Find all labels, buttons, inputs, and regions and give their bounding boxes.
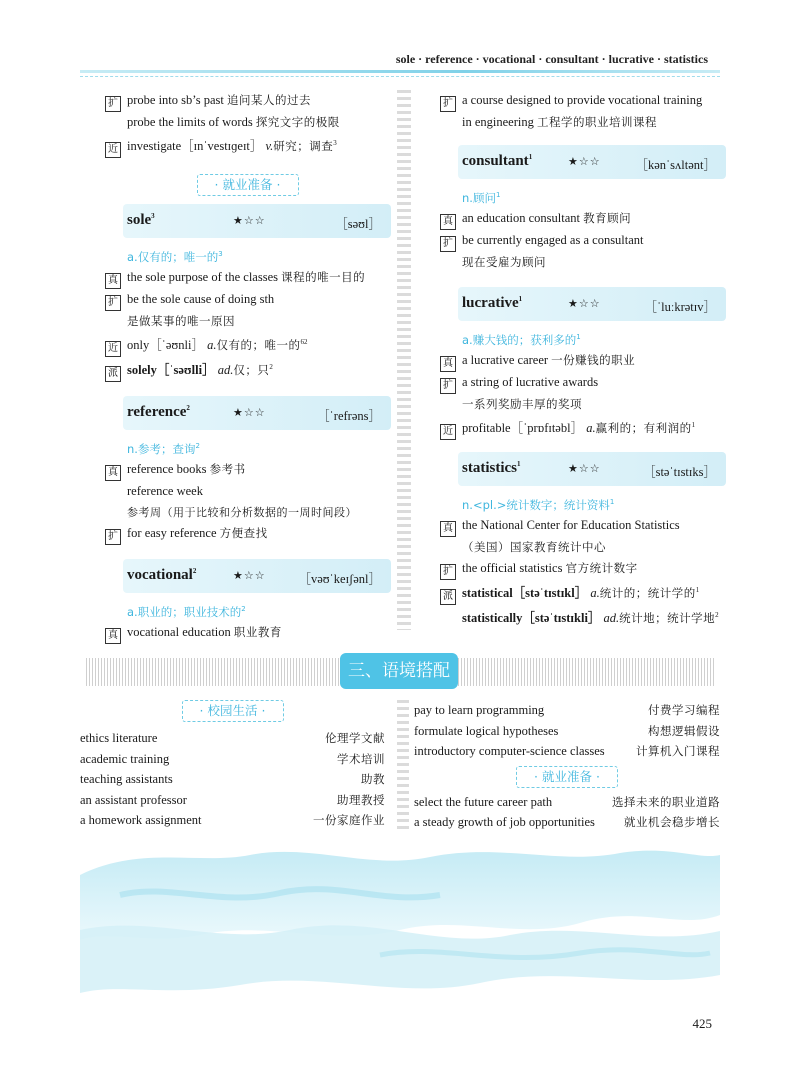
header-rule xyxy=(80,70,720,73)
headword: lucrative$^1$ xyxy=(462,294,523,311)
entry-line: 派 solely［ˈsəʊlli］ ad.仅；只$^2$ xyxy=(105,357,390,382)
entry-line: 近 profitable［ˈprɒfɪtəbl］ a.赢利的；有利润的$^1$ xyxy=(440,415,725,440)
word-card-consultant xyxy=(458,145,726,179)
right-column xyxy=(440,90,725,629)
entry-line: 真 an education consultant 教育顾问 xyxy=(440,208,725,230)
meaning: a.仅有的；唯一的$^3$ xyxy=(127,249,223,264)
meaning: a.赚大钱的；获利多的$^1$ xyxy=(462,332,581,347)
page-number: 425 xyxy=(692,1016,712,1031)
entry-line: 参考周（用于比较和分析数据的一周时间段） xyxy=(127,506,357,520)
difficulty-stars: ★☆☆ xyxy=(568,155,601,168)
headword: reference$^2$ xyxy=(127,404,190,421)
entry-line: reference week xyxy=(127,484,203,499)
headword: sole$^3$ xyxy=(127,212,155,229)
difficulty-stars: ★☆☆ xyxy=(233,406,266,420)
list-item: a steady growth of job opportunities 就业机会稳步增长 xyxy=(414,815,720,829)
word-card-statistics xyxy=(458,452,726,486)
list-item: select the future career path 选择未来的职业道路 xyxy=(414,794,720,809)
entry-line: 扩 a string of lucrative awards xyxy=(440,372,725,394)
list-item: an assistant professor 助理教授 xyxy=(80,792,385,807)
entry-line: 真 the National Center for Education Statistics xyxy=(440,515,725,537)
entry-line: 真 a lucrative career 一份赚钱的职业 xyxy=(440,350,725,372)
watercolor-decoration xyxy=(80,835,720,1010)
headword: statistics$^1$ xyxy=(462,459,521,476)
tag-badge: 近 xyxy=(440,424,456,440)
collocations-campus xyxy=(80,700,385,831)
phonetic: ［səʊl］ xyxy=(335,217,381,232)
tag-badge: 派 xyxy=(440,589,456,605)
entry-line: 真 reference books 参考书 xyxy=(105,459,390,481)
meaning: n.顾问$^1$ xyxy=(462,190,501,205)
entry-line: 近 only［ˈəʊnli］ a.仅有的；唯一的$^{62}$ xyxy=(105,332,390,357)
phonetic: ［kənˈsʌltənt］ xyxy=(635,158,716,172)
section-label-campus: · 校园生活 · xyxy=(182,700,284,722)
difficulty-stars: ★☆☆ xyxy=(233,214,266,228)
list-item: teaching assistants 助教 xyxy=(80,772,385,786)
phonetic: ［stəˈtɪstɪks］ xyxy=(643,464,716,479)
list-item: introductory computer-science classes 计算机入门课程 xyxy=(414,744,720,758)
difficulty-stars: ★☆☆ xyxy=(568,296,601,310)
section-label-career: · 就业准备 · xyxy=(516,766,618,788)
collocations-right xyxy=(414,700,720,833)
tag-badge: 真 xyxy=(105,273,121,289)
list-item: a homework assignment 一份家庭作业 xyxy=(80,813,385,827)
meaning: a.职业的；职业技术的$^2$ xyxy=(127,604,246,619)
column-divider xyxy=(397,700,409,832)
list-item: pay to learn programming 付费学习编程 xyxy=(414,703,720,717)
phonetic: ［ˈluːkrətɪv］ xyxy=(644,299,716,314)
section-label-career: · 就业准备 · xyxy=(197,174,299,196)
headword: vocational$^2$ xyxy=(127,567,197,584)
entry-line: 一系列奖励丰厚的奖项 xyxy=(462,396,582,411)
chapter-banner: 三、语境搭配 xyxy=(340,653,458,689)
list-item: formulate logical hypotheses 构想逻辑假设 xyxy=(414,723,720,738)
entry-line: probe the limits of words 探究文字的极限 xyxy=(127,115,340,129)
entry-line: statistically［stəˈtɪstɪkli］ ad.统计地；统计学地$^2$ xyxy=(462,610,719,625)
headword: consultant$^1$ xyxy=(462,153,533,169)
tag-badge: 扩 xyxy=(105,96,121,112)
entry-line: 真 vocational education 职业教育 xyxy=(105,622,390,644)
difficulty-stars: ★☆☆ xyxy=(568,461,601,475)
word-card-sole xyxy=(123,204,391,238)
word-card-reference xyxy=(123,396,391,430)
tag-badge: 扩 xyxy=(440,564,456,580)
tag-badge: 真 xyxy=(440,214,456,230)
tag-badge: 近 xyxy=(105,142,121,158)
entry-line: 现在受雇为顾问 xyxy=(462,254,546,269)
list-item: ethics literature 伦理学文献 xyxy=(80,731,385,745)
tag-badge: 扩 xyxy=(440,236,456,252)
entry-line: 扩 the official statistics 官方统计数字 xyxy=(440,558,725,580)
tag-badge: 扩 xyxy=(440,378,456,394)
word-card-vocational xyxy=(123,559,391,593)
entry-line: 派 statistical［stəˈtɪstɪkl］ a.统计的；统计学的$^1$ xyxy=(440,580,725,605)
tag-badge: 真 xyxy=(105,465,121,481)
entry-line: （美国）国家教育统计中心 xyxy=(462,539,606,554)
tag-badge: 扩 xyxy=(105,295,121,311)
entry-line: in engineering 工程学的职业培训课程 xyxy=(462,115,657,129)
header-dashed-rule xyxy=(80,76,720,77)
running-header: sole · reference · vocational · consultant · lucrative · statistics xyxy=(395,52,708,66)
column-divider xyxy=(397,90,411,630)
entry-line: 扩 be currently engaged as a consultant xyxy=(440,230,725,252)
tag-badge: 真 xyxy=(440,521,456,537)
tag-badge: 真 xyxy=(105,628,121,644)
tag-badge: 扩 xyxy=(440,96,456,112)
tag-badge: 扩 xyxy=(105,529,121,545)
tag-badge: 近 xyxy=(105,341,121,357)
tag-badge: 真 xyxy=(440,356,456,372)
entry-line: 扩 be the sole cause of doing sth xyxy=(105,289,390,311)
left-column xyxy=(105,90,390,644)
entry-line: 是做某事的唯一原因 xyxy=(127,313,235,328)
entry-line: 扩 probe into sb’s past 追问某人的过去 xyxy=(105,90,390,112)
entry-line: 真 the sole purpose of the classes 课程的唯一目的 xyxy=(105,267,390,289)
difficulty-stars: ★☆☆ xyxy=(233,569,266,583)
phonetic: ［ˈrefrəns］ xyxy=(317,409,381,424)
meaning: n.参考；查询$^2$ xyxy=(127,442,200,457)
list-item: academic training 学术培训 xyxy=(80,751,385,766)
entry-line: 扩 for easy reference 方便查找 xyxy=(105,523,390,545)
word-card-lucrative xyxy=(458,287,726,321)
entry-line: 近 investigate［ɪnˈvestɪɡeɪt］ v.研究；调查$^3$ xyxy=(105,133,390,158)
phonetic: ［vəʊˈkeɪʃənl］ xyxy=(298,572,381,587)
entry-line: 扩 a course designed to provide vocational training xyxy=(440,90,725,112)
tag-badge: 派 xyxy=(105,366,121,382)
meaning: n.<pl.>统计数字；统计资料$^1$ xyxy=(462,497,615,512)
